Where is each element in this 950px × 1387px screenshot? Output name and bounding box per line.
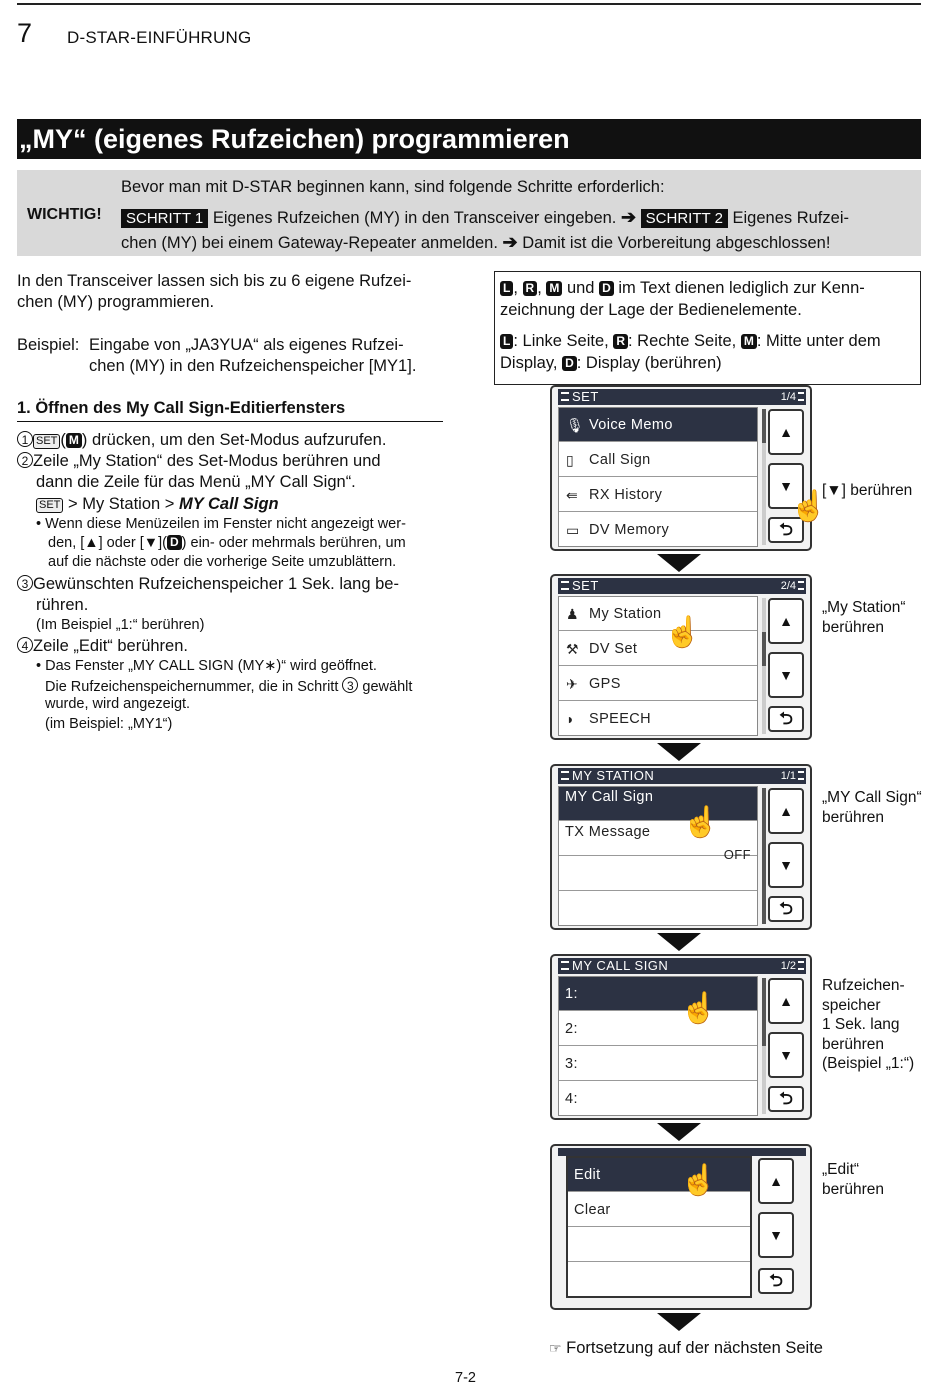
screen-title: MY CALL SIGN — [572, 958, 669, 973]
menu-list — [558, 407, 758, 547]
menu-item-my-call-sign[interactable] — [559, 787, 757, 821]
callsign-icon: ▯ — [566, 452, 575, 468]
back-button[interactable] — [768, 1086, 804, 1112]
l-key-icon: L — [500, 334, 513, 349]
caption-3-line1: „MY Call Sign“ — [822, 789, 922, 806]
legend-text: im Text dienen lediglich zur Kenn- — [618, 279, 865, 297]
up-button[interactable] — [758, 1158, 794, 1204]
down-button[interactable] — [768, 1032, 804, 1078]
wrench-icon: ⚒ — [566, 641, 579, 657]
flow-arrow-icon — [657, 743, 701, 761]
menu-item-tx-message[interactable] — [559, 822, 757, 862]
menu-item-rx-history[interactable] — [559, 478, 757, 512]
caption-5-line1: „Edit“ — [822, 1161, 860, 1178]
scroll-icon — [798, 771, 804, 780]
menu-icon — [561, 771, 569, 780]
scrollbar[interactable] — [762, 598, 766, 734]
up-button[interactable] — [768, 788, 804, 834]
continuation-note — [549, 1339, 823, 1358]
down-button[interactable] — [768, 842, 804, 888]
top-rule — [17, 3, 921, 5]
example-label: Beispiel: — [17, 336, 80, 354]
step4-text: Zeile „Edit“ berühren. — [33, 637, 188, 655]
l-key-icon: L — [500, 281, 513, 296]
up-button[interactable] — [768, 409, 804, 455]
done-text: Damit ist die Vorbereitung abgeschlossen! — [522, 234, 831, 252]
legend-middle: : Mitte unter dem — [756, 332, 881, 350]
screen-title: SET — [572, 389, 599, 404]
step-number: 4 — [17, 637, 33, 653]
path-b: MY Call Sign — [178, 495, 279, 513]
m-key-icon: M — [546, 281, 562, 296]
set-key-icon: SET — [33, 434, 60, 449]
legend-line4 — [500, 354, 722, 373]
step-number: 1 — [17, 431, 33, 447]
screen-set-page2 — [550, 574, 812, 740]
steps-heading: 1. Öffnen des My Call Sign-Editierfensters — [17, 399, 346, 417]
scroll-thumb[interactable] — [762, 978, 766, 1046]
menu-item-dv-set[interactable] — [559, 632, 757, 666]
notice-line2 — [121, 207, 849, 228]
item-label: 4: — [565, 1091, 578, 1107]
scroll-icon — [798, 961, 804, 970]
screen-title: MY STATION — [572, 768, 655, 783]
example-line1: Eingabe von „JA3YUA“ als eigenes Rufzei- — [89, 336, 404, 354]
step1-text: Eigenes Rufzeichen (MY) in den Transceiver eingeben. — [212, 209, 617, 227]
flow-arrow-icon — [657, 1123, 701, 1141]
bullet-a: Die Rufzeichenspeichernummer, die in Schritt — [45, 679, 339, 695]
item-label: 3: — [565, 1056, 578, 1072]
d-key-icon: D — [167, 535, 182, 550]
screen-my-call-sign — [550, 954, 812, 1120]
menu-item-empty — [568, 1228, 750, 1262]
menu-item-empty — [568, 1263, 750, 1297]
back-icon: ⮌ — [769, 1271, 783, 1290]
menu-item-my-station[interactable] — [559, 597, 757, 631]
caption-4-line5: (Beispiel „1:“) — [822, 1055, 915, 1072]
scrollbar[interactable] — [762, 788, 766, 924]
touch-hand-icon: ☝ — [680, 1164, 718, 1197]
item-label: RX History — [589, 487, 663, 503]
speech-icon: ◗ — [566, 711, 575, 727]
step2-bullet3: auf die nächste oder die vorherige Seite umzublättern. — [48, 554, 397, 570]
up-button[interactable] — [768, 598, 804, 644]
chapter-title: D-STAR-EINFÜHRUNG — [67, 28, 252, 47]
memory-item-4[interactable] — [559, 1082, 757, 1116]
down-arrow-icon: ▼ — [779, 1047, 793, 1063]
step1-tag: SCHRITT 1 — [121, 209, 208, 228]
legend-touch: : Display (berühren) — [576, 354, 722, 372]
intro-line1: In den Transceiver lassen sich bis zu 6 eigene Rufzei- — [17, 272, 412, 290]
scroll-thumb[interactable] — [762, 788, 766, 924]
item-label: Edit — [574, 1167, 601, 1183]
m-key-icon: M — [66, 433, 82, 448]
memory-item-2[interactable] — [559, 1012, 757, 1046]
history-icon: ⇚ — [566, 487, 579, 503]
arrow-icon: ➔ — [620, 207, 637, 227]
item-label: Voice Memo — [589, 417, 673, 433]
screen-my-station — [550, 764, 812, 930]
step2-tag: SCHRITT 2 — [641, 209, 728, 228]
screen-header — [558, 578, 806, 594]
bullet2-a: den, [▲] oder [▼]( — [48, 535, 167, 551]
item-label: My Station — [589, 606, 662, 622]
step4-bullet2 — [45, 677, 412, 695]
back-button[interactable] — [758, 1268, 794, 1294]
flow-arrow-icon — [657, 554, 701, 572]
item-label: 1: — [565, 986, 578, 1002]
example-line2: chen (MY) in den Rufzeichenspeicher [MY1]. — [89, 357, 417, 375]
item-label: SPEECH — [589, 711, 652, 727]
back-button[interactable] — [768, 896, 804, 922]
bullet2-b: ) ein- oder mehrmals berühren, um — [181, 535, 406, 551]
screen-set-page1 — [550, 385, 828, 551]
arrow-icon: ➔ — [502, 232, 518, 252]
popup-menu — [566, 1156, 752, 1298]
scroll-thumb[interactable] — [762, 632, 766, 666]
d-key-icon: D — [562, 356, 577, 371]
caption-1: [▼] berühren — [822, 482, 913, 499]
item-label: Clear — [574, 1202, 611, 1218]
item-label: 2: — [565, 1021, 578, 1037]
up-arrow-icon: ▲ — [779, 424, 793, 440]
step4-line1 — [17, 637, 188, 656]
legend-line3 — [500, 332, 881, 351]
caption-4-line4: berühren — [822, 1036, 885, 1053]
touch-hand-icon: ☝ — [682, 806, 720, 839]
item-label: DV Set — [589, 641, 638, 657]
scrollbar[interactable] — [762, 978, 766, 1114]
und-text: und — [566, 279, 595, 297]
legend-right: : Rechte Seite, — [628, 332, 737, 350]
flow-arrow-icon — [657, 933, 701, 951]
d-key-icon: D — [599, 281, 614, 296]
item-label: GPS — [589, 676, 621, 692]
step2-bullet2 — [48, 535, 406, 551]
heading-rule — [17, 421, 443, 422]
caption-4-line1: Rufzeichen- — [822, 977, 905, 994]
down-arrow-icon: ▼ — [779, 857, 793, 873]
bullet-b: gewählt — [362, 679, 413, 695]
down-arrow-icon: ▼ — [779, 667, 793, 683]
item-label: MY Call Sign — [565, 789, 654, 805]
menu-item-call-sign[interactable] — [559, 443, 757, 477]
step2-text-b: chen (MY) bei einem Gateway-Repeater anmelden. — [121, 234, 498, 252]
step3-note: (Im Beispiel „1:“ berühren) — [36, 617, 205, 633]
continuation-text: Fortsetzung auf der nächsten Seite — [566, 1339, 823, 1357]
menu-item-empty — [559, 857, 757, 891]
step4-bullet1: • Das Fenster „MY CALL SIGN (MY∗)“ wird geöffnet. — [36, 658, 377, 674]
up-arrow-icon: ▲ — [769, 1173, 783, 1189]
page-indicator: 2/4 — [780, 580, 796, 592]
up-arrow-icon: ▲ — [779, 613, 793, 629]
step1-text: drücken, um den Set-Modus aufzurufen. — [92, 431, 387, 449]
caption-4-line3: 1 Sek. lang — [822, 1016, 900, 1033]
step3-line1 — [17, 575, 399, 594]
up-button[interactable] — [768, 978, 804, 1024]
step2-path — [36, 495, 279, 514]
microphone-icon: 🎙 — [566, 417, 585, 433]
caption-4-line2: speicher — [822, 997, 881, 1014]
scroll-thumb[interactable] — [762, 409, 766, 443]
back-icon: ⮌ — [779, 1089, 793, 1108]
pointing-hand-icon: ☞ — [549, 1340, 562, 1356]
notice-box — [17, 170, 921, 256]
back-button[interactable] — [768, 706, 804, 732]
item-label: Call Sign — [589, 452, 651, 468]
menu-item-clear[interactable] — [568, 1193, 750, 1227]
step4-bullet4: (im Beispiel: „MY1“) — [45, 716, 173, 732]
step2-text: Zeile „My Station“ des Set-Modus berühren und — [33, 452, 381, 470]
scroll-icon — [798, 392, 804, 401]
screen-header — [558, 958, 806, 974]
chapter-number: 7 — [17, 18, 33, 48]
menu-icon — [561, 392, 569, 401]
notice-line1: Bevor man mit D-STAR beginnen kann, sind folgende Schritte erforderlich: — [121, 178, 665, 196]
notice-line3 — [121, 232, 830, 253]
item-label: DV Memory — [589, 522, 670, 538]
r-key-icon: R — [613, 334, 628, 349]
up-arrow-icon: ▲ — [779, 993, 793, 1009]
step3-text: Gewünschten Rufzeichenspeicher 1 Sek. lang be- — [33, 575, 399, 593]
caption-3-line2: berühren — [822, 809, 885, 826]
touch-hand-icon: ☝ — [790, 490, 828, 523]
item-value: OFF — [723, 847, 751, 862]
page-indicator: 1/4 — [780, 391, 796, 403]
menu-item-voice-memo[interactable] — [559, 408, 757, 442]
legend-left: : Linke Seite, — [513, 332, 609, 350]
menu-item-gps[interactable] — [559, 667, 757, 701]
legend-box — [494, 271, 921, 385]
menu-list — [558, 786, 758, 926]
r-key-icon: R — [523, 281, 538, 296]
up-arrow-icon: ▲ — [779, 803, 793, 819]
path-a: > My Station > — [68, 495, 175, 513]
set-key-icon: SET — [36, 498, 63, 513]
menu-icon — [561, 961, 569, 970]
menu-item-empty — [559, 892, 757, 926]
flow-arrow-icon — [657, 1313, 701, 1331]
screen-header — [558, 1148, 806, 1156]
page-indicator: 1/2 — [780, 960, 796, 972]
down-button[interactable] — [768, 652, 804, 698]
memory-item-1[interactable] — [559, 977, 757, 1011]
step3-line2: rühren. — [36, 596, 89, 614]
m-key-icon: M — [741, 334, 757, 349]
legend-display: Display, — [500, 354, 558, 372]
down-button[interactable] — [758, 1212, 794, 1258]
menu-item-speech[interactable] — [559, 702, 757, 736]
scrollbar[interactable] — [762, 409, 766, 545]
step2-line2: dann die Zeile für das Menü „MY Call Sign“. — [36, 473, 356, 491]
down-arrow-icon: ▼ — [769, 1227, 783, 1243]
caption-2-line1: „My Station“ — [822, 599, 906, 616]
screen-header — [558, 768, 806, 784]
step4-bullet3: wurde, wird angezeigt. — [45, 696, 191, 712]
step2-line1 — [17, 452, 381, 471]
page-indicator: 1/1 — [780, 770, 796, 782]
memory-list — [558, 976, 758, 1116]
step-number: 3 — [342, 677, 358, 693]
back-icon: ⮌ — [779, 899, 793, 918]
satellite-icon: ✈ — [566, 676, 579, 692]
memory-item-3[interactable] — [559, 1047, 757, 1081]
menu-list — [558, 596, 758, 736]
legend-line2: zeichnung der Lage der Bedienelemente. — [500, 301, 802, 319]
menu-item-dv-memory[interactable] — [559, 513, 757, 547]
notice-label: WICHTIG! — [27, 206, 102, 223]
legend-line1: L , R , M und D im Text dienen lediglich zur Kenn- — [500, 279, 865, 298]
menu-icon — [561, 581, 569, 590]
screen-header — [558, 389, 806, 405]
screen-edit-menu — [550, 1144, 812, 1310]
step1: 1 SET ( M ) drücken, um den Set-Modus aufzurufen. — [17, 431, 386, 450]
touch-hand-icon: ☝ — [680, 992, 718, 1025]
touch-hand-icon: ☝ — [664, 616, 702, 649]
step2-text-a: Eigenes Rufzei- — [732, 209, 849, 227]
step2-bullet1: • Wenn diese Menüzeilen im Fenster nicht angezeigt wer- — [36, 516, 406, 532]
step-number: 3 — [17, 575, 33, 591]
caption-5-line2: berühren — [822, 1181, 885, 1198]
person-icon: ♟ — [566, 606, 579, 622]
dv-memory-icon: ▭ — [566, 522, 580, 538]
page-number: 7-2 — [455, 1370, 476, 1386]
screen-title: SET — [572, 578, 599, 593]
down-arrow-icon: ▼ — [779, 478, 793, 494]
caption-2-line2: berühren — [822, 619, 885, 636]
item-label: TX Message — [565, 824, 651, 840]
section-title: „MY“ (eigenes Rufzeichen) programmieren — [17, 119, 921, 159]
scroll-icon — [798, 581, 804, 590]
menu-item-edit[interactable] — [568, 1158, 750, 1192]
back-icon: ⮌ — [779, 709, 793, 728]
back-icon: ⮌ — [779, 520, 793, 539]
step-number: 2 — [17, 452, 33, 468]
intro-line2: chen (MY) programmieren. — [17, 293, 215, 311]
